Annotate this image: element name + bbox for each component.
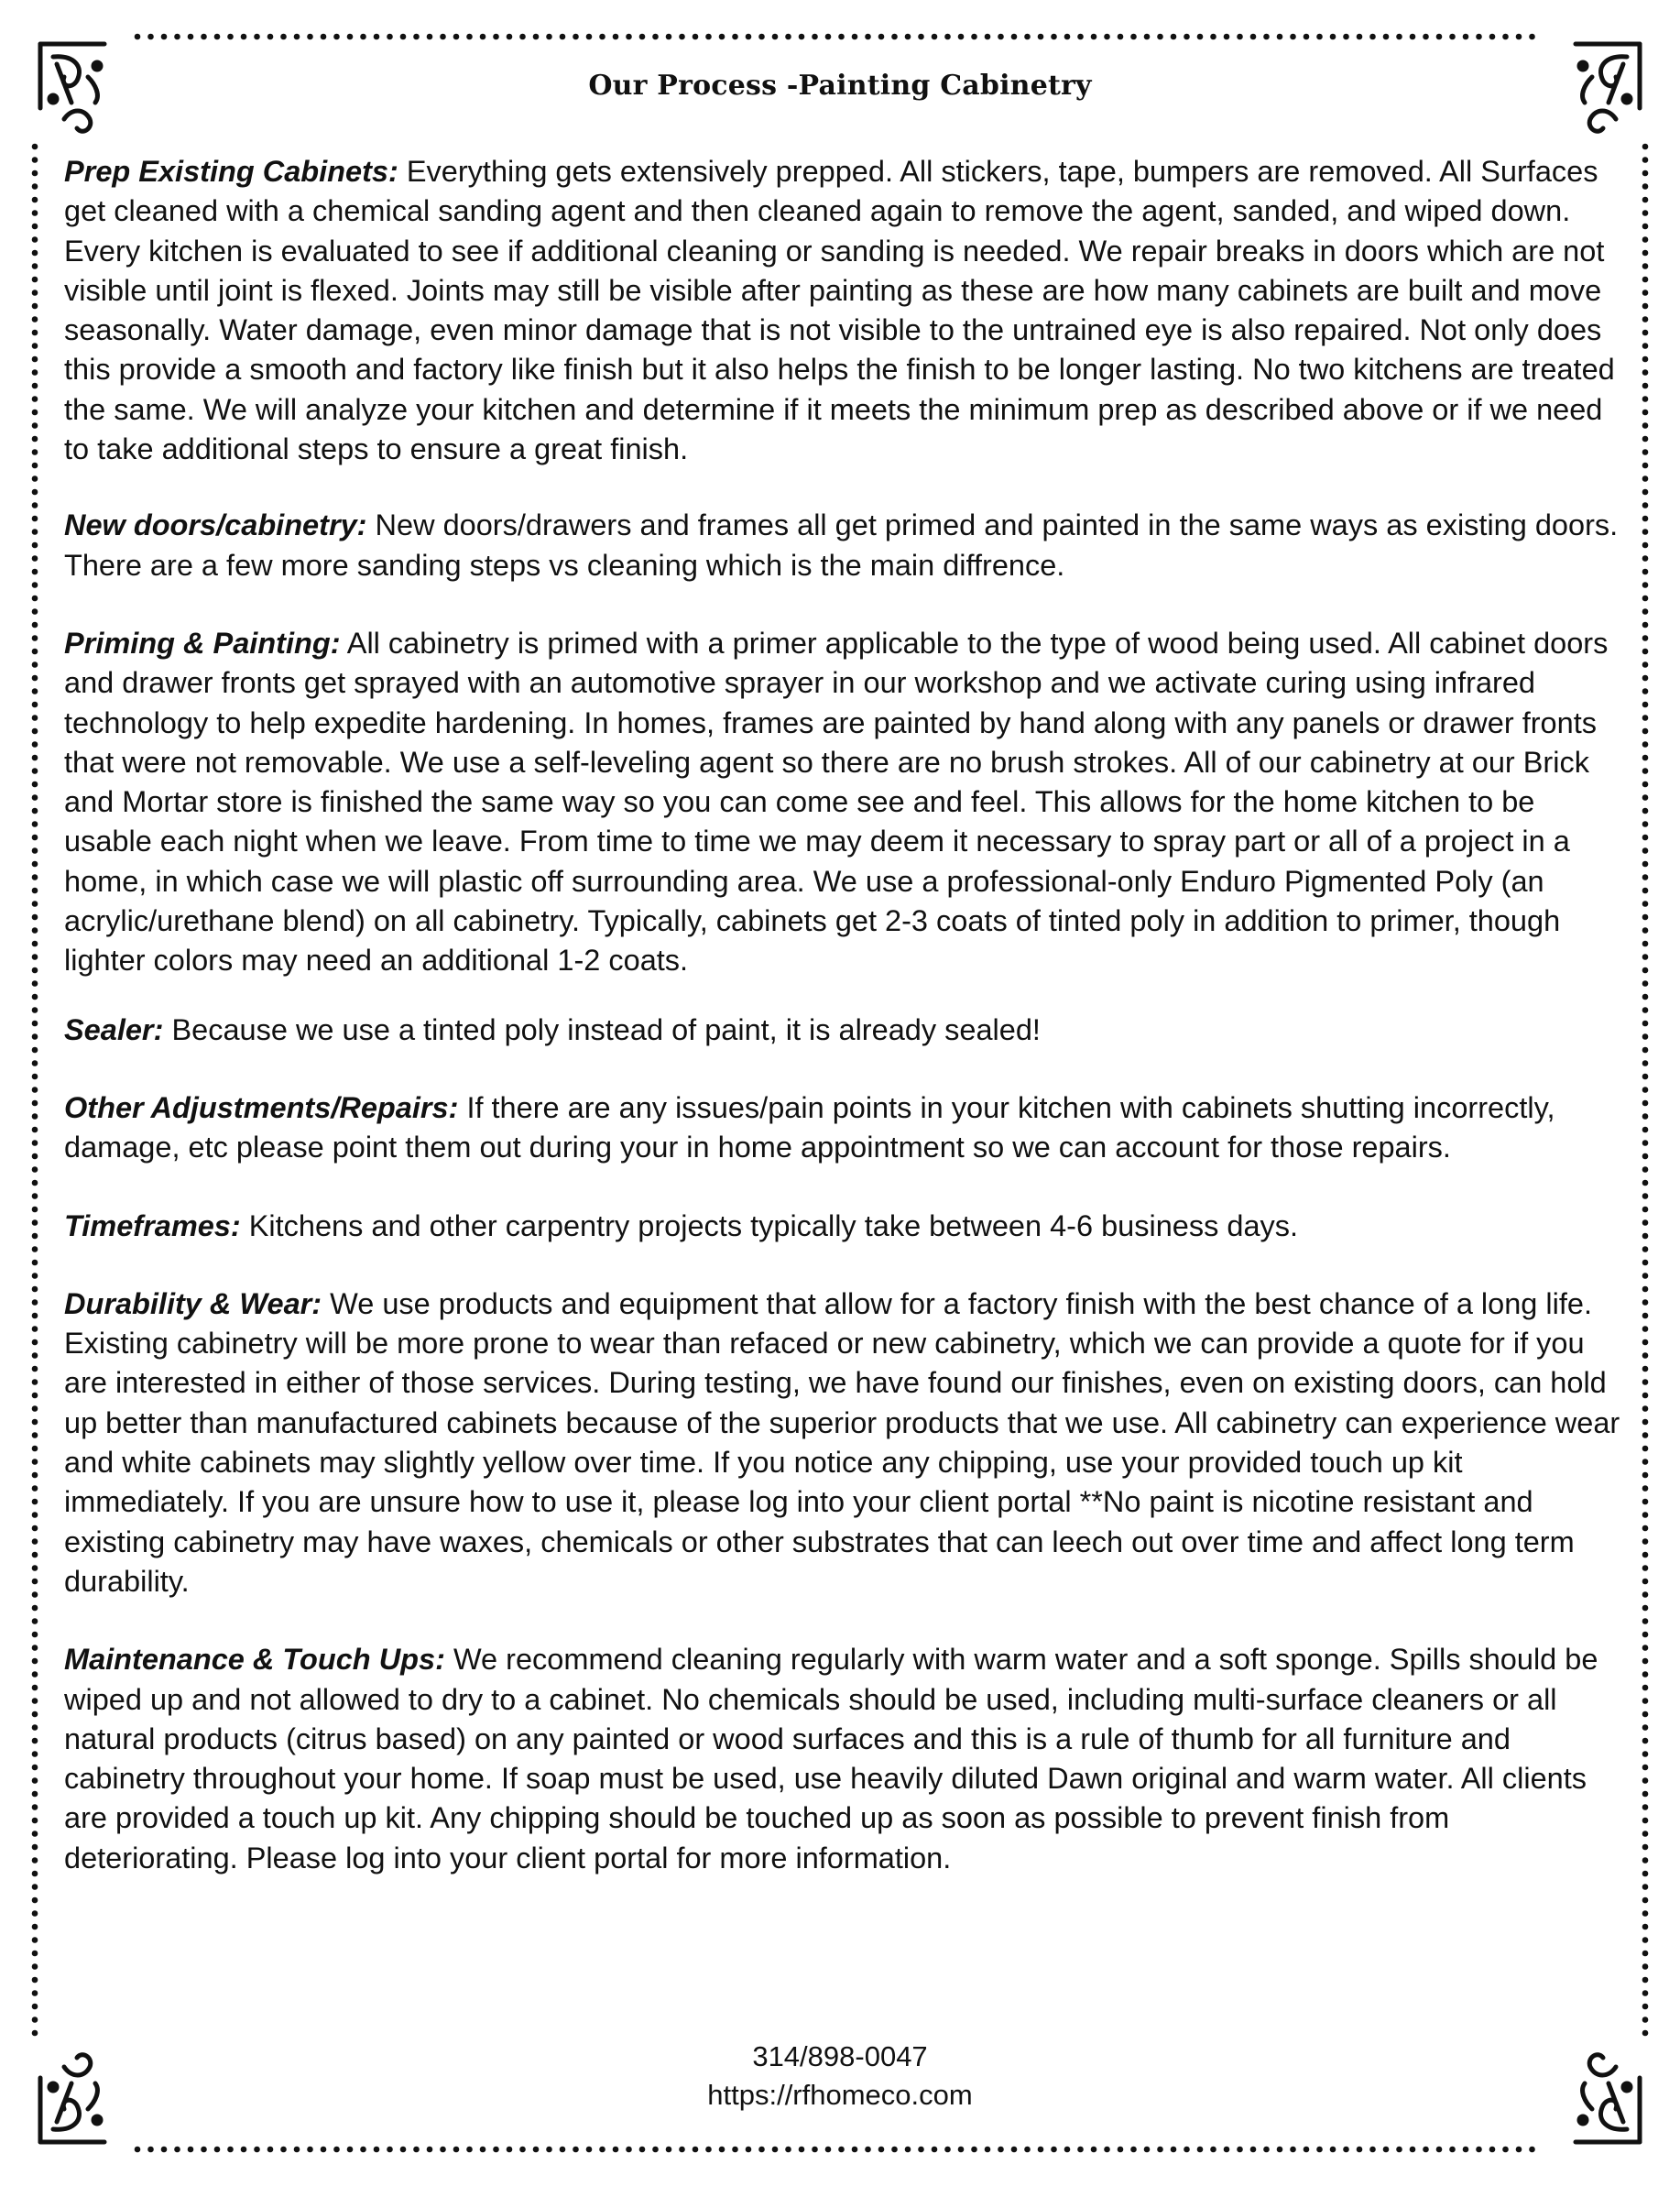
document-body: [64, 152, 1621, 1878]
section-text: If there are any issues/pain points in your kitchen with cabinets shutting incorrectly, damage, etc please point them out during your in home appointment so we can account for those repairs.: [64, 1090, 1555, 1164]
section-text: New doors/drawers and frames all get primed and painted in the same ways as existing doors. There are a few more sanding steps vs cleaning which is the main diffrence.: [64, 508, 1619, 582]
section-text: Because we use a tinted poly instead of paint, it is already sealed!: [171, 1012, 1041, 1046]
page-footer: [0, 2038, 1680, 2115]
section-timeframes: [64, 1207, 1621, 1246]
section-durability-wear: [64, 1284, 1621, 1601]
section-label: Timeframes:: [64, 1208, 241, 1242]
section-label: Sealer:: [64, 1012, 164, 1046]
section-label: Priming & Painting:: [64, 626, 341, 660]
section-priming-painting: [64, 624, 1621, 981]
section-maintenance-touch-ups: [64, 1640, 1621, 1878]
section-prep-existing-cabinets: [64, 152, 1621, 469]
section-text: We use products and equipment that allow for a factory finish with the best chance of a long life. Existing cabinetry will be more prone to wear than refaced or new cabinetry, which we can provide a quote for if you are interested in either of those services. During testing, we have found our finishes, even on existing doors, can hold up better than manufactured cabinets because of the superior products that we use. All cabinetry can experience wear and white cabinets may slightly yellow over time. If you notice any chipping, use your provided touch up kit immediately. If you are unsure how to use it, please log into your client portal **No paint is nicotine resistant and existing cabinetry may have waxes, chemicals or other substrates that can leech out over time and affect long term durability.: [64, 1286, 1620, 1598]
phone-number: 314/898-0047: [752, 2040, 928, 2072]
section-label: Other Adjustments/Repairs:: [64, 1090, 459, 1124]
section-text: We recommend cleaning regularly with warm water and a soft sponge. Spills should be wiped up and not allowed to dry to a cabinet. No chemicals should be used, including multi-surface cleaners or all natural products (citrus based) on any painted or wood surfaces and this is a rule of thumb for all furniture and cabinetry throughout your home. If soap must be used, use heavily diluted Dawn original and warm water. All clients are provided a touch up kit. Any chipping should be touched up as soon as possible to prevent finish from deteriorating. Please log into your client portal for more information.: [64, 1643, 1598, 1874]
section-sealer: [64, 1011, 1621, 1050]
section-other-adjustments-repairs: [64, 1088, 1621, 1168]
section-label: Prep Existing Cabinets:: [64, 155, 398, 188]
section-text: Kitchens and other carpentry projects typically take between 4-6 business days.: [248, 1208, 1299, 1242]
page-title: Our Process -Painting Cabinetry: [588, 70, 1092, 102]
section-text: All cabinetry is primed with a primer applicable to the type of wood being used. All cabinet doors and drawer fronts get sprayed with an automotive sprayer in our workshop and we activate curing using infrared technology to help expedite hardening. In homes, frames are painted by hand along with any panels or drawer fronts that were not removable. We use a self-leveling agent so there are no brush strokes. All of our cabinetry at our Brick and Mortar store is finished the same way so you can come see and feel. This allows for the home kitchen to be usable each night when we leave. From time to time we may deem it necessary to spray part or all of a project in a home, in which case we will plastic off surrounding area. We use a professional-only Enduro Pigmented Poly (an acrylic/urethane blend) on all cabinetry. Typically, cabinets get 2-3 coats of tinted poly in addition to primer, though lighter colors may need an additional 1-2 coats.: [64, 626, 1609, 978]
section-new-doors-cabinetry: [64, 506, 1621, 585]
section-label: New doors/cabinetry:: [64, 508, 367, 542]
website-url: https://rfhomeco.com: [707, 2079, 973, 2111]
section-label: Durability & Wear:: [64, 1286, 322, 1320]
section-label: Maintenance & Touch Ups:: [64, 1643, 445, 1677]
section-text: Everything gets extensively prepped. All stickers, tape, bumpers are removed. All Surfaces get cleaned with a chemical sanding agent and then cleaned again to remove the agent, sanded, and wiped down. Every kitchen is evaluated to see if additional cleaning or sanding is needed. We repair breaks in doors which are not visible until joint is flexed. Joints may still be visible after painting as these are how many cabinets are built and move seasonally. Water damage, even minor damage that is not visible to the untrained eye is also repaired. Not only does this provide a smooth and factory like finish but it also helps the finish to be longer lasting. No two kitchens are treated the same. We will analyze your kitchen and determine if it meets the minimum prep as described above or if we need to take additional steps to ensure a great finish.: [64, 155, 1615, 466]
